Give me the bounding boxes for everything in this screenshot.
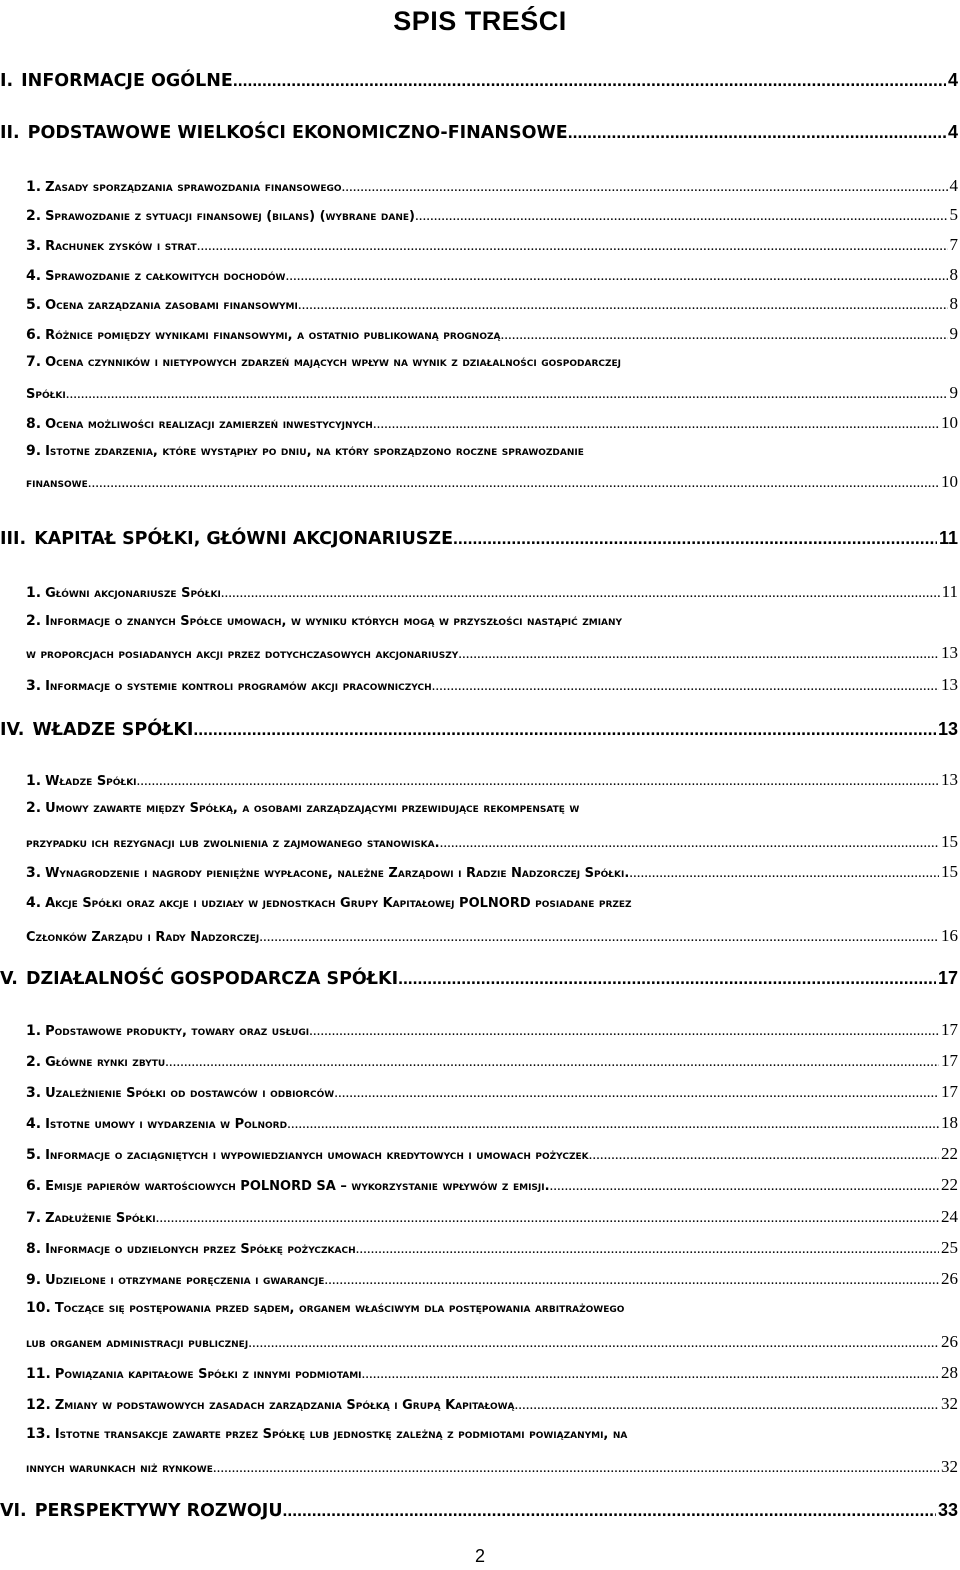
toc-entry-title-continued: innych warunkach niż rynkowe — [26, 1461, 213, 1476]
toc-entry-number: 1. — [26, 773, 42, 789]
toc-entry-title: Sprawozdanie z całkowitych dochodów — [45, 269, 286, 284]
toc-entry-page: 22 — [941, 1144, 958, 1163]
toc-entry-page: 4 — [947, 70, 958, 90]
dot-leader — [440, 835, 939, 852]
toc-entry-page: 28 — [941, 1363, 958, 1382]
toc-entry-number: 8. — [26, 1241, 42, 1257]
toc-entry-title: Uzależnienie Spółki od dostawców i odbiorców — [45, 1086, 335, 1101]
dot-leader — [248, 1335, 939, 1352]
toc-entry-number: 4. — [26, 1116, 42, 1132]
dot-leader — [213, 1460, 939, 1477]
toc-entry-title-continued: w proporcjach posiadanych akcji przez dotychczasowych akcjonariuszy — [26, 647, 459, 662]
toc-entry[interactable] — [26, 1394, 958, 1414]
toc-entry-title-continued: Członków Zarządu i Rady Nadzorczej — [26, 930, 260, 945]
toc-entry-title: Rachunek zysków i strat — [45, 239, 197, 254]
toc-entry[interactable] — [26, 800, 958, 816]
toc-entry-title: Informacje o udzielonych przez Spółkę pożyczkach — [45, 1242, 356, 1257]
toc-entry-page: 18 — [941, 1113, 958, 1132]
toc-entry-page: 13 — [941, 675, 958, 694]
toc-chapter[interactable] — [0, 70, 958, 91]
toc-entry-number: VI. — [0, 1501, 27, 1521]
dot-leader — [568, 122, 946, 143]
toc-entry-number: 2. — [26, 1054, 42, 1070]
toc-entry-number: II. — [0, 123, 20, 143]
toc-entry-number: IV. — [0, 720, 25, 740]
toc-entry[interactable] — [26, 443, 958, 459]
toc-entry-title: Zmiany w podstawowych zasadach zarządzania Spółką i Grupą Kapitałową — [54, 1398, 515, 1413]
toc-entry-page: 15 — [941, 832, 958, 851]
toc-entry-title: Umowy zawarte między Spółką, a osobami zarządzającymi przewidujące rekompensatę w — [45, 801, 580, 816]
toc-entry-number: 3. — [26, 865, 42, 881]
dot-leader — [298, 297, 948, 314]
toc-entry-number: V. — [0, 969, 18, 989]
toc-entry-continuation[interactable] — [26, 383, 958, 403]
toc-entry-page: 5 — [949, 205, 958, 224]
toc-entry[interactable] — [26, 1426, 958, 1442]
dot-leader — [137, 773, 939, 790]
toc-entry-page: 13 — [941, 643, 958, 662]
toc-entry-title: Ocena czynników i nietypowych zdarzeń mających wpływ na wynik z działalności gospodarczej — [45, 355, 622, 370]
dot-leader — [165, 1054, 939, 1071]
toc-entry-title: INFORMACJE OGÓLNE — [21, 71, 233, 91]
dot-leader — [589, 1147, 939, 1164]
toc-entry-number: 6. — [26, 327, 42, 343]
toc-entry-number: 3. — [26, 678, 42, 694]
toc-entry-title: Istotne zdarzenia, które wystąpiły po dniu, na który sporządzono roczne sprawozdanie — [45, 444, 584, 459]
toc-entry-page: 13 — [941, 770, 958, 789]
toc-entry-title: Różnice pomiędzy wynikami finansowymi, a ostatnio publikowaną prognozą — [45, 328, 501, 343]
toc-entry-page: 25 — [941, 1238, 958, 1257]
toc-entry-page: 9 — [949, 383, 958, 402]
dot-leader — [629, 865, 939, 882]
toc-entry-title: Wynagrodzenie i nagrody pieniężne wypłacone, należne Zarządowi i Radzie Nadzorczej Spółki. — [45, 866, 630, 881]
toc-entry[interactable] — [26, 1238, 958, 1258]
toc-entry-title: Zasady sporządzania sprawozdania finansowego — [45, 180, 342, 195]
toc-entry-page: 24 — [941, 1207, 958, 1226]
toc-entry[interactable] — [26, 294, 958, 314]
toc-entry-number: 8. — [26, 416, 42, 432]
toc-entry-page: 8 — [949, 265, 958, 284]
dot-leader — [287, 1116, 939, 1133]
toc-entry-number: 9. — [26, 1272, 42, 1288]
page-number: 2 — [474, 1546, 485, 1566]
toc-entry-title: Ocena możliwości realizacji zamierzeń inwestycyjnych — [45, 417, 373, 432]
toc-entry-number: 13. — [26, 1426, 51, 1442]
toc-entry-continuation[interactable] — [26, 832, 958, 852]
toc-entry-number: I. — [0, 71, 14, 91]
toc-entry-page: 10 — [941, 472, 958, 491]
toc-entry-page: 33 — [937, 1500, 958, 1520]
toc-entry-page: 11 — [938, 528, 958, 548]
dot-leader — [398, 968, 936, 989]
toc-entry[interactable] — [26, 1175, 958, 1195]
toc-entry-title-continued: przypadku ich rezygnacji lub zwolnienia z zajmowanego stanowiska. — [26, 836, 440, 851]
dot-leader — [324, 1272, 939, 1289]
dot-leader — [193, 719, 936, 740]
toc-entry-page: 13 — [937, 719, 958, 739]
toc-entry-continuation[interactable] — [26, 1457, 958, 1477]
toc-entry-continuation[interactable] — [26, 643, 958, 663]
toc-entry-continuation[interactable] — [26, 1332, 958, 1352]
toc-entry-title: Toczące się postępowania przed sądem, organem właściwym dla postępowania arbitrażowego — [54, 1301, 625, 1316]
toc-entry-title: Podstawowe produkty, towary oraz usługi — [45, 1024, 310, 1039]
toc-entry-title-continued: finansowe — [26, 476, 88, 491]
toc-entry-number: 3. — [26, 238, 42, 254]
toc-entry-page: 11 — [941, 582, 958, 601]
toc-entry-title: PERSPEKTYWY ROZWOJU — [34, 1501, 283, 1521]
toc-entry-continuation[interactable] — [26, 472, 958, 492]
toc-entry-page: 26 — [941, 1332, 958, 1351]
toc-entry-title: Istotne transakcje zawarte przez Spółkę lub jednostkę zależną z podmiotami powiązanymi, na — [54, 1427, 628, 1442]
dot-leader — [458, 646, 939, 663]
toc-entry[interactable] — [26, 1051, 958, 1071]
toc-entry-title: KAPITAŁ SPÓŁKI, GŁÓWNI AKCJONARIUSZE — [34, 529, 454, 549]
toc-entry-title: Emisje papierów wartościowych POLNORD SA – wykorzystanie wpływów z emisji. — [45, 1179, 550, 1194]
toc-entry-title-continued: Spółki — [26, 387, 66, 402]
toc-chapter[interactable] — [0, 719, 958, 740]
dot-leader — [500, 327, 947, 344]
toc-entry-page: 7 — [949, 235, 958, 254]
toc-entry-number: 6. — [26, 1178, 42, 1194]
toc-entry[interactable] — [26, 1113, 958, 1133]
toc-entry-title: Główne rynki zbytu — [45, 1055, 166, 1070]
dot-leader — [156, 1210, 939, 1227]
dot-leader — [88, 475, 939, 492]
toc-entry[interactable] — [26, 1363, 958, 1383]
toc-entry-number: III. — [0, 529, 27, 549]
toc-entry[interactable] — [26, 1269, 958, 1289]
toc-entry[interactable] — [26, 354, 958, 370]
toc-entry-number: 1. — [26, 179, 42, 195]
dot-leader — [334, 1085, 939, 1102]
toc-entry-number: 5. — [26, 1147, 42, 1163]
toc-entry[interactable] — [26, 895, 958, 911]
toc-entry-number: 1. — [26, 585, 42, 601]
toc-chapter[interactable] — [0, 528, 958, 549]
toc-entry-number: 2. — [26, 800, 42, 816]
toc-entry[interactable] — [26, 1144, 958, 1164]
toc-entry[interactable] — [26, 770, 958, 790]
dot-leader — [221, 585, 940, 602]
toc-entry-number: 10. — [26, 1300, 51, 1316]
toc-entry-page: 17 — [937, 968, 958, 988]
toc-entry-title: Informacje o znanych Spółce umowach, w wyniku których mogą w przyszłości nastąpić zmiany — [45, 614, 623, 629]
dot-leader — [342, 179, 948, 196]
dot-leader — [415, 208, 948, 225]
toc-entry-page: 10 — [941, 413, 958, 432]
toc-entry[interactable] — [26, 582, 958, 602]
toc-entry[interactable] — [26, 413, 958, 433]
toc-entry[interactable] — [26, 324, 958, 344]
dot-leader — [233, 70, 946, 91]
toc-entry-title: Zadłużenie Spółki — [45, 1211, 156, 1226]
toc-entry-page: 17 — [941, 1082, 958, 1101]
toc-entry[interactable] — [26, 176, 958, 196]
toc-entry[interactable] — [26, 265, 958, 285]
toc-entry-number: 4. — [26, 895, 42, 911]
toc-chapter[interactable] — [0, 1500, 958, 1521]
dot-leader — [197, 238, 948, 255]
toc-entry[interactable] — [26, 1082, 958, 1102]
dot-leader — [362, 1366, 939, 1383]
toc-entry-number: 5. — [26, 297, 42, 313]
toc-entry-number: 2. — [26, 208, 42, 224]
toc-entry-page: 32 — [941, 1394, 958, 1413]
toc-entry-number: 9. — [26, 443, 42, 459]
toc-entry-page: 17 — [941, 1020, 958, 1039]
dot-leader — [283, 1500, 936, 1521]
page-title: SPIS TREŚCI — [393, 6, 567, 36]
toc-entry[interactable] — [26, 675, 958, 695]
toc-entry-page: 16 — [941, 926, 958, 945]
toc-chapter[interactable] — [0, 968, 958, 989]
toc-entry[interactable] — [26, 613, 958, 629]
dot-leader — [550, 1178, 939, 1195]
toc-entry-continuation[interactable] — [26, 926, 958, 946]
toc-entry-number: 2. — [26, 613, 42, 629]
toc-entry-page: 15 — [941, 862, 958, 881]
dot-leader — [432, 678, 939, 695]
toc-entry-number: 12. — [26, 1397, 51, 1413]
toc-entry-page: 9 — [949, 324, 958, 343]
dot-leader — [309, 1023, 939, 1040]
toc-entry-page: 32 — [941, 1457, 958, 1476]
toc-entry-title: DZIAŁALNOŚĆ GOSPODARCZA SPÓŁKI — [25, 969, 399, 989]
toc-chapter[interactable] — [0, 122, 958, 143]
toc-entry-page: 22 — [941, 1175, 958, 1194]
toc-entry[interactable] — [26, 235, 958, 255]
toc-entry-title-continued: lub organem administracji publicznej — [26, 1336, 249, 1351]
toc-entry-number: 7. — [26, 1210, 42, 1226]
toc-entry[interactable] — [26, 1300, 958, 1316]
toc-entry-title: Główni akcjonariusze Spółki — [45, 586, 221, 601]
toc-entry[interactable] — [26, 205, 958, 225]
toc-entry-title: Udzielone i otrzymane poręczenia i gwarancje — [45, 1273, 325, 1288]
toc-entry-title: Władze Spółki — [45, 774, 137, 789]
dot-leader — [259, 929, 939, 946]
toc-entry-number: 11. — [26, 1366, 51, 1382]
toc-entry-title: Ocena zarządzania zasobami finansowymi — [45, 298, 298, 313]
dot-leader — [515, 1397, 939, 1414]
toc-entry-number: 1. — [26, 1023, 42, 1039]
toc-entry-page: 4 — [947, 122, 958, 142]
toc-entry[interactable] — [26, 1207, 958, 1227]
toc-entry-title: WŁADZE SPÓŁKI — [32, 720, 194, 740]
toc-entry-title: Powiązania kapitałowe Spółki z innymi podmiotami — [54, 1367, 362, 1382]
toc-entry-title: PODSTAWOWE WIELKOŚCI EKONOMICZNO-FINANSOWE — [27, 123, 568, 143]
toc-entry-number: 3. — [26, 1085, 42, 1101]
toc-entry-title: Sprawozdanie z sytuacji finansowej (bilans) (wybrane dane) — [45, 209, 415, 224]
toc-entry[interactable] — [26, 1020, 958, 1040]
toc-entry-number: 7. — [26, 354, 42, 370]
toc-entry-page: 17 — [941, 1051, 958, 1070]
toc-entry-number: 4. — [26, 268, 42, 284]
toc-entry-title: Informacje o zaciągniętych i wypowiedzianych umowach kredytowych i umowach pożyczek — [45, 1148, 589, 1163]
dot-leader — [453, 528, 937, 549]
toc-entry-title: Informacje o systemie kontroli programów akcji pracowniczych — [45, 679, 432, 694]
toc-entry-page: 4 — [949, 176, 958, 195]
toc-entry-page: 8 — [949, 294, 958, 313]
dot-leader — [66, 386, 948, 403]
dot-leader — [356, 1241, 939, 1258]
dot-leader — [373, 416, 939, 433]
dot-leader — [285, 268, 947, 285]
toc-entry-title: Akcje Spółki oraz akcje i udziały w jednostkach Grupy Kapitałowej POLNORD posiadane przez — [45, 896, 632, 911]
toc-entry-title: Istotne umowy i wydarzenia w Polnord — [45, 1117, 288, 1132]
toc-entry-page: 26 — [941, 1269, 958, 1288]
toc-entry[interactable] — [26, 862, 958, 882]
